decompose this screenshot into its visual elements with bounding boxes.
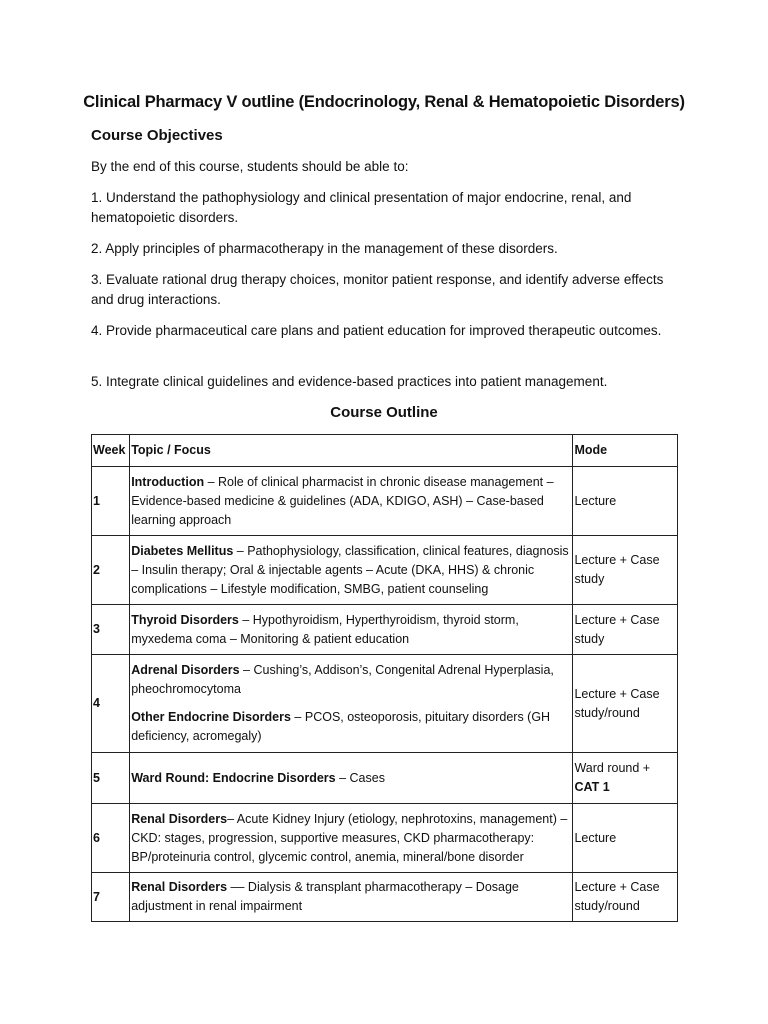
topic-block-other-endocrine <box>131 708 572 746</box>
objective-item-3: 3. Evaluate rational drug therapy choices, monitor patient response, and identify adverse effects and drug interactions. <box>91 272 664 307</box>
topic-detail: – Acute Kidney Injury (etiology, nephrotoxins, management) – CKD: stages, progression, supportive measures, CKD pharmacotherapy: BP/proteinuria control, glycemic control, anemia, mineral/bone disorder <box>131 811 568 864</box>
table-row <box>92 753 678 804</box>
topic-cell <box>130 467 573 536</box>
objective-item-2: 2. Apply principles of pharmacotherapy in the management of these disorders. <box>91 241 558 256</box>
topic-cell <box>130 753 573 804</box>
topic-cell <box>130 655 573 753</box>
table-row <box>92 536 678 605</box>
topic-title: Introduction <box>131 474 205 489</box>
week-cell: 4 <box>92 655 130 753</box>
topic-title: Renal Disorders <box>131 880 228 894</box>
table-row <box>92 605 678 655</box>
topic-title: Adrenal Disorders <box>131 663 240 677</box>
topic-detail: – Role of clinical pharmacist in chronic disease management – Evidence-based medicine & guidelines (ADA, KDIGO, ASH) – Case-based learning approach <box>131 474 554 527</box>
table-row <box>92 467 678 536</box>
topic-cell <box>130 605 573 655</box>
week-cell: 1 <box>92 467 130 536</box>
table-row <box>92 655 678 753</box>
topic-detail: – Pathophysiology, classification, clinical features, diagnosis – Insulin therapy; Oral & injectable agents – Acute (DKA, HHS) & chronic complications – Lifestyle modification, SMBG, patient counseling <box>131 543 569 596</box>
objective-item-5: 5. Integrate clinical guidelines and evidence-based practices into patient management. <box>91 374 608 389</box>
document-title: Clinical Pharmacy V outline (Endocrinology, Renal & Hematopoietic Disorders) <box>83 93 685 111</box>
outline-heading: Course Outline <box>330 404 438 421</box>
topic-detail: – PCOS, osteoporosis, pituitary disorders (GH deficiency, acromegaly) <box>131 710 551 743</box>
topic-detail: – Hypothyroidism, Hyperthyroidism, thyroid storm, myxedema coma – Monitoring & patient education <box>131 612 519 646</box>
topic-title: Renal Disorders <box>131 811 228 826</box>
mode-text: Ward round + <box>574 761 651 775</box>
topic-cell <box>130 536 573 605</box>
mode-cell: Lecture <box>573 804 678 873</box>
topic-cell <box>130 804 573 873</box>
table-row <box>92 804 678 873</box>
table-row <box>92 873 678 922</box>
week-cell: 3 <box>92 605 130 655</box>
mode-cell: Lecture + Case study/round <box>573 655 678 753</box>
topic-title: Other Endocrine Disorders <box>131 710 291 724</box>
cat-label: CAT 1 <box>574 780 610 794</box>
topic-title: Ward Round: Endocrine Disorders <box>131 770 336 785</box>
objectives-heading: Course Objectives <box>91 127 223 144</box>
mode-cell: Lecture <box>573 467 678 536</box>
week-cell: 6 <box>92 804 130 873</box>
course-outline-table <box>91 434 678 922</box>
mode-cell: Lecture + Case study <box>573 536 678 605</box>
week-cell: 5 <box>92 753 130 804</box>
topic-detail: –– Dialysis & transplant pharmacotherapy – Dosage adjustment in renal impairment <box>131 880 519 913</box>
header-week: Week <box>92 435 130 467</box>
topic-block-adrenal <box>131 661 572 699</box>
objective-item-1: 1. Understand the pathophysiology and clinical presentation of major endocrine, renal, and hematopoietic disorders. <box>91 190 632 225</box>
topic-cell <box>130 873 573 922</box>
mode-cell <box>573 753 678 804</box>
header-mode: Mode <box>573 435 678 467</box>
topic-title: Diabetes Mellitus <box>131 543 234 558</box>
mode-cell: Lecture + Case study <box>573 605 678 655</box>
objective-item-4: 4. Provide pharmaceutical care plans and patient education for improved therapeutic outcomes. <box>91 323 662 338</box>
topic-detail: – Cases <box>335 770 385 785</box>
objectives-intro: By the end of this course, students should be able to: <box>91 159 409 174</box>
header-topic: Topic / Focus <box>130 435 573 467</box>
topic-title: Thyroid Disorders <box>131 612 239 627</box>
mode-cell: Lecture + Case study/round <box>573 873 678 922</box>
table-header-row <box>92 435 678 467</box>
topic-detail: – Cushing’s, Addison’s, Congenital Adrenal Hyperplasia, pheochromocytoma <box>131 663 554 696</box>
week-cell: 7 <box>92 873 130 922</box>
week-cell: 2 <box>92 536 130 605</box>
